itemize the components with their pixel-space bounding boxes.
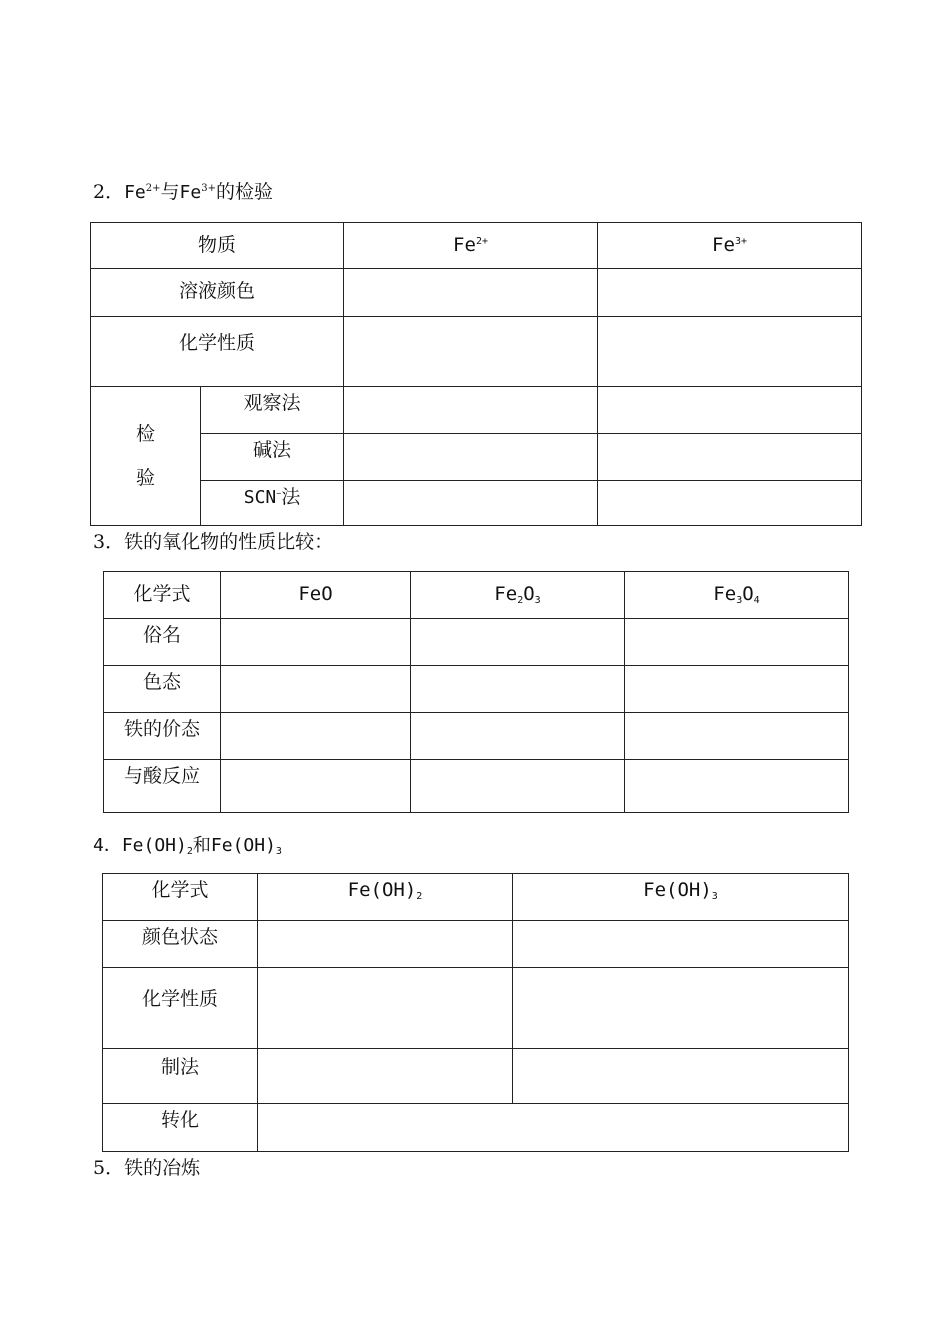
row-chemical-properties: 化学性质 [91,317,344,387]
answer-cell [221,619,411,666]
row-common-name: 俗名 [104,619,221,666]
answer-cell [625,713,849,760]
iron-hydroxide-table [102,873,849,1152]
subscript: 2 [517,595,524,606]
answer-cell [598,434,862,481]
answer-cell [598,269,862,317]
row-valence: 铁的价态 [104,713,221,760]
subscript: 3 [534,595,541,606]
section3-heading: 3．铁的氧化物的性质比较： [93,531,334,553]
row-solution-color: 溶液颜色 [91,269,344,317]
subscript: 2 [416,891,423,902]
answer-cell [344,317,598,387]
answer-cell [598,317,862,387]
answer-cell [344,434,598,481]
answer-cell [344,481,598,526]
header-fe2o3 [411,572,625,619]
o-text: O [523,583,535,605]
subscript: 2 [186,846,193,857]
header-fe3o4 [625,572,849,619]
answer-cell [221,666,411,713]
answer-cell [411,666,625,713]
fe-text: Fe [179,182,202,203]
answer-cell [258,968,513,1049]
answer-cell [258,921,513,968]
row-acid-reaction: 与酸反应 [104,760,221,813]
section2-number: 2． [93,181,125,203]
answer-cell [625,760,849,813]
method-base: 碱法 [201,434,344,481]
charge-superscript: 3+ [734,236,747,247]
connector-text: 与 [160,181,180,203]
header-substance: 物质 [91,223,344,269]
answer-cell [258,1104,849,1152]
test-char-2: 验 [135,467,155,489]
subscript: 3 [275,846,282,857]
answer-cell [411,760,625,813]
o-text: O [742,583,754,605]
section5-heading: 5．铁的冶炼 [93,1157,201,1179]
feoh-text: Fe(OH) [643,879,712,901]
fe-text: Fe [713,583,737,605]
heading-part: 和Fe(OH) [192,835,276,856]
row-color-state: 色态 [104,666,221,713]
answer-cell [598,481,862,526]
header-formula: 化学式 [104,572,221,619]
subscript: 4 [753,595,760,606]
heading-part: 4．Fe(OH) [93,835,187,856]
section4-heading [93,834,282,858]
answer-cell [411,619,625,666]
header-fe3 [598,223,862,269]
charge-superscript: 2+ [145,183,161,194]
fe-text: Fe [494,583,518,605]
subscript: 3 [711,891,718,902]
header-feoh2 [258,874,513,921]
fe-text: Fe [124,182,146,203]
answer-cell [513,1049,849,1104]
method-observation: 观察法 [201,387,344,434]
answer-cell [625,666,849,713]
charge-superscript: 3+ [201,183,216,194]
fe-text: Fe [712,234,735,256]
header-feo: FeO [221,572,411,619]
answer-cell [598,387,862,434]
row-chemical-properties: 化学性质 [103,968,258,1049]
feoh-text: Fe(OH) [347,879,417,901]
fe-text: Fe [453,234,476,256]
scn-text: SCN [243,487,277,508]
subscript: 3 [736,595,743,606]
row-color-state: 颜色状态 [103,921,258,968]
answer-cell [513,921,849,968]
header-formula: 化学式 [103,874,258,921]
heading-suffix: 的检验 [215,181,273,203]
iron-oxide-table [103,571,849,813]
ion-test-table [90,222,862,526]
row-conversion: 转化 [103,1104,258,1152]
answer-cell [513,968,849,1049]
section2-heading [93,180,273,205]
method-scn [201,481,344,526]
answer-cell [221,713,411,760]
answer-cell [221,760,411,813]
header-fe2 [344,223,598,269]
answer-cell [625,619,849,666]
answer-cell [344,387,598,434]
method-suffix: 法 [281,486,301,508]
row-preparation: 制法 [103,1049,258,1104]
test-char-1: 检 [135,423,155,445]
row-test-label [91,387,201,526]
answer-cell [258,1049,513,1104]
charge-superscript: – [276,488,282,499]
header-feoh3 [513,874,849,921]
answer-cell [344,269,598,317]
charge-superscript: 2+ [475,236,488,247]
answer-cell [411,713,625,760]
